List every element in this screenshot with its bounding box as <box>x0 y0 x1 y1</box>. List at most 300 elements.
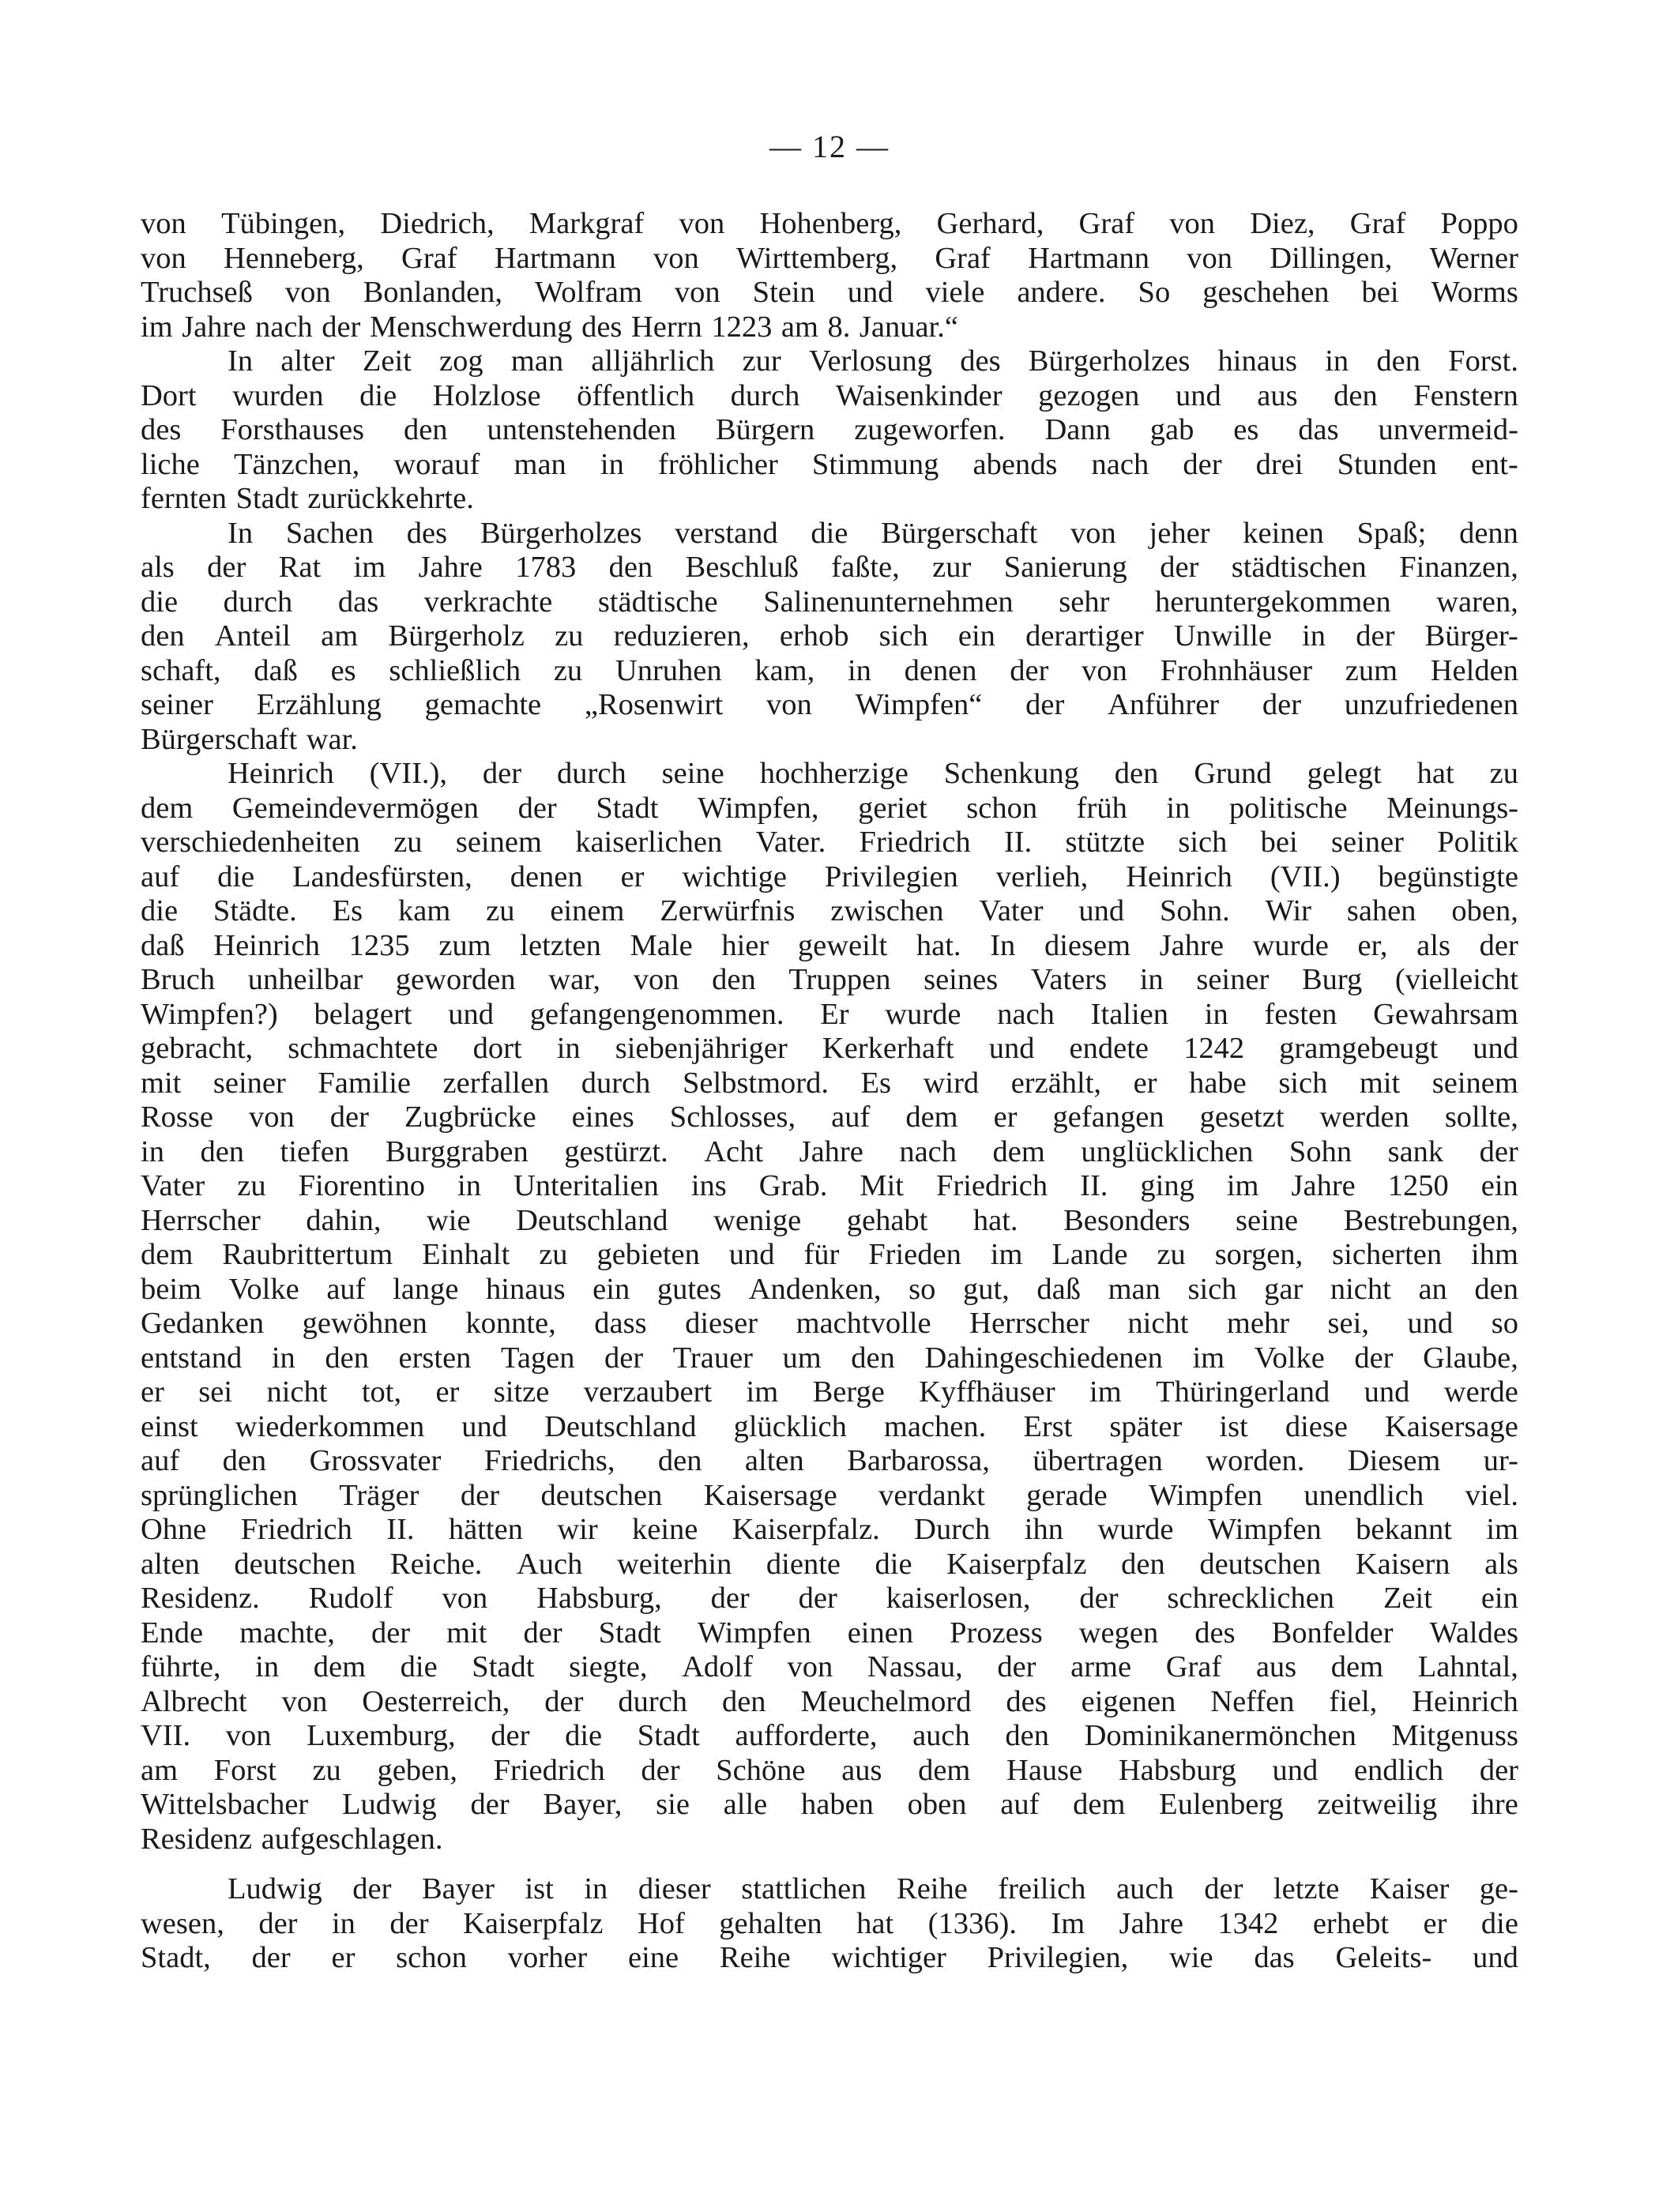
word: Schöne <box>716 1753 806 1787</box>
word: Forst. <box>1448 344 1518 378</box>
word: verkrachte <box>423 585 553 619</box>
word: Grossvater <box>309 1444 442 1477</box>
word: und <box>988 1032 1035 1065</box>
word: gesetzt <box>1199 1100 1285 1134</box>
word: in <box>457 1169 481 1202</box>
word: Sohn <box>1288 1134 1352 1168</box>
word: Stadt <box>596 791 659 825</box>
word: gebracht, <box>141 1032 254 1065</box>
word: Jahre <box>1119 1906 1183 1940</box>
word: mit <box>141 1066 182 1100</box>
word: Kerkerhaft <box>822 1032 954 1065</box>
word: Diesem <box>1347 1444 1441 1477</box>
word: 1242 <box>1183 1032 1245 1065</box>
word: nicht <box>1330 1272 1391 1306</box>
word: gut, <box>962 1272 1010 1306</box>
word: städtische <box>597 585 718 619</box>
word: in <box>1204 997 1228 1031</box>
word: eine <box>628 1941 679 1974</box>
word: vorher <box>507 1941 588 1974</box>
text-line <box>141 1100 1518 1135</box>
word: in <box>271 1341 295 1375</box>
word: der <box>251 1941 291 1974</box>
word: Rosse <box>141 1100 213 1134</box>
word: Herrscher <box>969 1307 1089 1340</box>
word: von <box>633 963 679 996</box>
word: wurde <box>1097 1513 1174 1546</box>
word: von <box>248 1100 295 1134</box>
word: drei <box>1255 447 1304 481</box>
word: zu <box>553 653 583 687</box>
word: stattlichen <box>741 1872 867 1905</box>
word: gebieten <box>596 1238 700 1271</box>
word: von <box>225 1719 272 1752</box>
word: von <box>1187 241 1233 275</box>
word: werden <box>1319 1100 1409 1134</box>
word: keinen <box>1243 516 1324 550</box>
word: Fenstern <box>1413 378 1518 412</box>
word: freilich <box>998 1872 1086 1905</box>
word: endete <box>1069 1032 1149 1065</box>
word: Mitgenuss <box>1391 1719 1518 1752</box>
text-line <box>141 1907 1518 1942</box>
word: Raubrittertum <box>222 1238 393 1271</box>
word: beim <box>141 1272 201 1306</box>
word: II. <box>1003 826 1033 859</box>
word: die <box>217 860 255 893</box>
word: nach <box>1091 447 1149 481</box>
word: gerade <box>1026 1478 1108 1512</box>
word: gefangen <box>1052 1100 1164 1134</box>
word: kam <box>397 894 451 927</box>
word: gelegt <box>1307 757 1382 790</box>
word: im <box>746 1375 779 1409</box>
text-line <box>141 1204 1518 1239</box>
word: Meinungs- <box>1386 791 1518 825</box>
word: ist <box>525 1872 554 1905</box>
word: Luxemburg, <box>307 1719 456 1752</box>
word: seiner <box>213 1066 286 1100</box>
text-line <box>141 482 1518 517</box>
word: diese <box>1285 1409 1348 1443</box>
word: Bürgern <box>715 413 815 446</box>
word: Anteil <box>214 619 291 653</box>
word: in <box>1139 963 1164 996</box>
word: Schlosses, <box>669 1100 796 1134</box>
word: er <box>331 1941 356 1974</box>
word: verzaubert <box>583 1375 713 1409</box>
word: mit <box>1359 1066 1401 1100</box>
word: die <box>875 1547 912 1581</box>
word: ging <box>1140 1169 1194 1202</box>
word: kaiserlosen, <box>886 1582 1031 1615</box>
text-line <box>141 585 1518 620</box>
word: der <box>329 1100 369 1134</box>
word: viele <box>925 276 985 309</box>
word: den <box>1334 378 1378 412</box>
word: Friedrich <box>936 1169 1048 1202</box>
word: als <box>141 551 175 584</box>
word: verdankt <box>878 1478 985 1512</box>
word: seinem <box>1431 1066 1518 1100</box>
word: der <box>523 1616 562 1650</box>
word: Graf <box>1078 207 1135 240</box>
word: (1336). <box>927 1906 1017 1940</box>
word: hochherzige <box>759 757 908 790</box>
word: der <box>544 1684 584 1718</box>
word: hat. <box>972 1203 1018 1237</box>
word: Gedanken <box>141 1307 265 1340</box>
word: zu <box>539 1238 568 1271</box>
word: war. <box>306 722 358 756</box>
word: unglücklichen <box>1081 1134 1254 1168</box>
word: und <box>1473 1941 1518 1974</box>
word: Kaiserpfalz. <box>732 1513 880 1546</box>
word: Friedrichs, <box>483 1444 615 1477</box>
word: den <box>325 1341 369 1375</box>
word: dieser <box>638 1872 711 1905</box>
word: Bürger- <box>1424 619 1518 653</box>
word: Dahingeschiedenen <box>924 1341 1163 1375</box>
word: ihre <box>1470 1788 1518 1821</box>
word: Wimpfen?) <box>141 997 278 1031</box>
word: der <box>1204 1872 1243 1905</box>
text-line <box>141 379 1518 414</box>
word: zerfallen <box>442 1066 550 1100</box>
word: nicht <box>266 1375 328 1409</box>
word: von <box>787 1650 833 1683</box>
word: auf <box>141 1444 180 1477</box>
word: Tänzchen, <box>233 447 360 481</box>
word: der <box>1010 653 1049 687</box>
word: denen <box>510 860 583 893</box>
word: der <box>710 1582 750 1615</box>
word: Volke <box>1254 1341 1325 1375</box>
word: so <box>908 1272 936 1306</box>
word: zu <box>312 1753 341 1787</box>
word: Ende <box>141 1616 204 1650</box>
word: er <box>1423 1906 1447 1940</box>
word: Lande <box>1051 1238 1128 1271</box>
page-number: — 12 — <box>769 129 890 164</box>
word: verschiedenheiten <box>141 826 360 859</box>
word: das <box>1298 413 1339 446</box>
word: auf <box>831 1100 871 1134</box>
word: Anführer <box>1108 688 1220 721</box>
word: den <box>141 619 185 653</box>
word: Trauer <box>672 1341 753 1375</box>
word: dieser <box>685 1307 758 1340</box>
word: fernten <box>141 482 228 515</box>
word: im <box>1226 1169 1259 1202</box>
word: von <box>766 688 812 721</box>
word: Bürgerschaft <box>881 516 1038 550</box>
word: er <box>620 860 645 893</box>
word: Werner <box>1429 241 1518 275</box>
word: erhebt <box>1312 1906 1390 1940</box>
word: Selbstmord. <box>682 1066 829 1100</box>
word: zog <box>439 344 483 378</box>
word: öffentlich <box>577 378 695 412</box>
word: den <box>1005 1719 1049 1752</box>
word: für <box>803 1238 840 1271</box>
word: am <box>141 1753 179 1787</box>
word: Nassau, <box>867 1650 963 1683</box>
word: Habsburg, <box>536 1582 662 1615</box>
word: Salinenunternehmen <box>763 585 1014 619</box>
word: 1342 <box>1217 1906 1279 1940</box>
word: von <box>442 1582 488 1615</box>
word: in <box>847 653 871 687</box>
text-line <box>141 1941 1518 1976</box>
word: begünstigte <box>1378 860 1518 893</box>
word: tiefen <box>280 1134 350 1168</box>
word: Hof <box>637 1906 685 1940</box>
word: stützte <box>1065 826 1146 859</box>
word: Spaß; <box>1356 516 1427 550</box>
word: sich <box>1278 1066 1328 1100</box>
word: Poppo <box>1440 207 1518 240</box>
word: sorgen, <box>1214 1238 1304 1271</box>
word: Politik <box>1437 826 1518 859</box>
word: den <box>608 551 653 584</box>
word: im <box>1192 1341 1225 1375</box>
word: Barbarossa, <box>847 1444 990 1477</box>
word: unvermeid- <box>1378 413 1518 446</box>
word: zeitweilig <box>1317 1788 1438 1821</box>
word: Dort <box>141 378 197 412</box>
word: die <box>141 585 179 619</box>
word: Hause <box>1006 1753 1083 1787</box>
word: oben <box>907 1788 967 1821</box>
word: 1783 <box>515 551 577 584</box>
word: dem <box>992 1134 1045 1168</box>
word: der <box>1356 619 1395 653</box>
word: von <box>281 1684 328 1718</box>
body-text <box>141 207 1518 1976</box>
word: man <box>510 344 564 378</box>
word: ersten <box>398 1341 472 1375</box>
word: Truppen <box>788 963 891 996</box>
word: dem <box>1073 1788 1126 1821</box>
word: eines <box>571 1100 634 1134</box>
word: machte, <box>239 1616 335 1650</box>
word: des <box>960 344 1001 378</box>
word: Deutschland <box>516 1203 668 1237</box>
word: Eulenberg <box>1159 1788 1284 1821</box>
word: Rat <box>278 551 322 584</box>
word: 8. <box>827 310 851 344</box>
word: den <box>222 1444 267 1477</box>
word: reduzieren, <box>613 619 750 653</box>
word: aufgeschlagen. <box>261 1822 443 1856</box>
word: war, <box>548 963 601 996</box>
word: der <box>641 1753 680 1787</box>
word: 1250 <box>1387 1169 1449 1202</box>
text-line <box>141 1754 1518 1789</box>
word: erhob <box>779 619 849 653</box>
word: Beschluß <box>685 551 799 584</box>
word: geschehen <box>1202 276 1330 309</box>
word: er, <box>1357 928 1388 962</box>
text-line <box>141 207 1518 242</box>
word: des <box>1006 1684 1047 1718</box>
word: der <box>604 1341 644 1375</box>
word: faßte, <box>831 551 900 584</box>
word: gramgebeugt <box>1279 1032 1439 1065</box>
word: siegte, <box>569 1650 648 1683</box>
word: wegen <box>1078 1616 1159 1650</box>
word: Friedrich <box>493 1753 605 1787</box>
text-line <box>141 344 1518 379</box>
word: die <box>1480 1906 1518 1940</box>
word: Waisenkinder <box>835 378 1003 412</box>
word: Bürgerschaft <box>141 722 298 756</box>
word: schon <box>966 791 1038 825</box>
word: Frohnhäuser <box>1160 653 1313 687</box>
word: Durch <box>914 1513 991 1546</box>
word: von <box>1169 207 1216 240</box>
word: der <box>1354 1341 1394 1375</box>
word: verlieh, <box>995 860 1089 893</box>
word: Graf <box>1165 1650 1222 1683</box>
word: Bürgerholzes <box>1028 344 1191 378</box>
word: schaft, <box>141 653 221 687</box>
word: (VII.) <box>1270 860 1341 893</box>
text-line <box>141 517 1518 551</box>
word: erzählt, <box>1010 1066 1102 1100</box>
word: seines <box>924 963 999 996</box>
word: abends <box>972 447 1058 481</box>
word: Holzlose <box>432 378 541 412</box>
word: Volke <box>228 1272 299 1306</box>
word: (vielleicht <box>1394 963 1518 996</box>
word: Forsthauses <box>220 413 365 446</box>
word: Wimpfen <box>1149 1478 1263 1512</box>
word: diente <box>766 1547 841 1581</box>
text-line <box>141 860 1518 895</box>
text-line <box>141 1719 1518 1754</box>
word: letzten <box>520 928 601 962</box>
word: deutschen <box>540 1478 663 1512</box>
word: ins <box>690 1169 727 1202</box>
word: Stadt <box>235 482 299 515</box>
word: politische <box>1228 791 1348 825</box>
word: Kaiser <box>1369 1872 1450 1905</box>
text-line <box>141 1032 1518 1066</box>
word: es <box>330 653 356 687</box>
word: einem <box>550 894 625 927</box>
word: daß <box>254 653 298 687</box>
word: Vater <box>979 894 1044 927</box>
word: Kaisersage <box>1384 1409 1518 1443</box>
word: zu <box>486 894 515 927</box>
word: Lahntal, <box>1417 1650 1518 1683</box>
word: Grab. <box>758 1169 828 1202</box>
word: in <box>1325 344 1349 378</box>
word: Dann <box>1044 413 1111 446</box>
word: dort <box>472 1032 522 1065</box>
word: worauf <box>393 447 480 481</box>
word: Tübingen, <box>220 207 346 240</box>
word: andere. <box>1017 276 1106 309</box>
word: in <box>1302 619 1326 653</box>
word: der <box>371 1616 411 1650</box>
word: als <box>1416 928 1450 962</box>
word: Bonlanden, <box>363 276 503 309</box>
word: Italien <box>1090 997 1169 1031</box>
text-line <box>141 1273 1518 1307</box>
word: in <box>600 447 624 481</box>
word: wesen, <box>141 1906 224 1940</box>
word: mehr <box>1226 1307 1290 1340</box>
word: Friedrich <box>240 1513 352 1546</box>
text-line <box>141 792 1518 826</box>
text-line <box>141 723 1518 758</box>
word: gefangengenommen. <box>529 997 784 1031</box>
word: seiner <box>1331 826 1404 859</box>
word: ent- <box>1470 447 1518 481</box>
word: Tagen <box>500 1341 575 1375</box>
word: ihm <box>1471 1238 1518 1271</box>
word: Habsburg <box>1118 1753 1236 1787</box>
word: ihn <box>1024 1513 1063 1546</box>
word: Auch <box>516 1547 583 1581</box>
word: hätten <box>448 1513 523 1546</box>
word: früh <box>1076 791 1127 825</box>
word: Jahre <box>1159 928 1224 962</box>
word: habe <box>1189 1066 1247 1100</box>
word: wichtige <box>682 860 787 893</box>
word: Residenz. <box>141 1582 260 1615</box>
word: wie <box>1168 1941 1213 1974</box>
word: Hartmann <box>494 241 616 275</box>
text-line <box>141 448 1518 483</box>
word: Sohn. <box>1160 894 1230 927</box>
word: Stunden <box>1337 447 1437 481</box>
word: schließlich <box>389 653 521 687</box>
word: als <box>1484 1547 1518 1581</box>
word: man <box>514 447 566 481</box>
word: Dillingen, <box>1270 241 1393 275</box>
word: konnte, <box>465 1307 556 1340</box>
word: Oesterreich, <box>362 1684 510 1718</box>
word: nach <box>899 1134 957 1168</box>
word: er <box>1133 1066 1157 1100</box>
word: später <box>1109 1409 1183 1443</box>
word: Graf <box>401 241 457 275</box>
word: bei <box>1361 276 1399 309</box>
word: Wittelsbacher <box>141 1788 309 1821</box>
word: Ludwig <box>341 1788 437 1821</box>
word: alter <box>280 344 335 378</box>
word: wurde <box>1252 928 1329 962</box>
word: unheilbar <box>247 963 363 996</box>
word: Grund <box>1194 757 1272 790</box>
word: sahen <box>1346 894 1416 927</box>
word: Sanierung <box>1003 551 1127 584</box>
text-line <box>141 1375 1518 1410</box>
word: gehalten <box>719 1906 822 1940</box>
word: dem <box>141 1238 194 1271</box>
word: auf <box>141 860 180 893</box>
word: Geleits- <box>1335 1941 1432 1974</box>
word: den <box>1121 1547 1165 1581</box>
word: hier <box>721 928 769 962</box>
word: am <box>321 619 359 653</box>
word: des <box>406 516 448 550</box>
word: durch <box>223 585 293 619</box>
